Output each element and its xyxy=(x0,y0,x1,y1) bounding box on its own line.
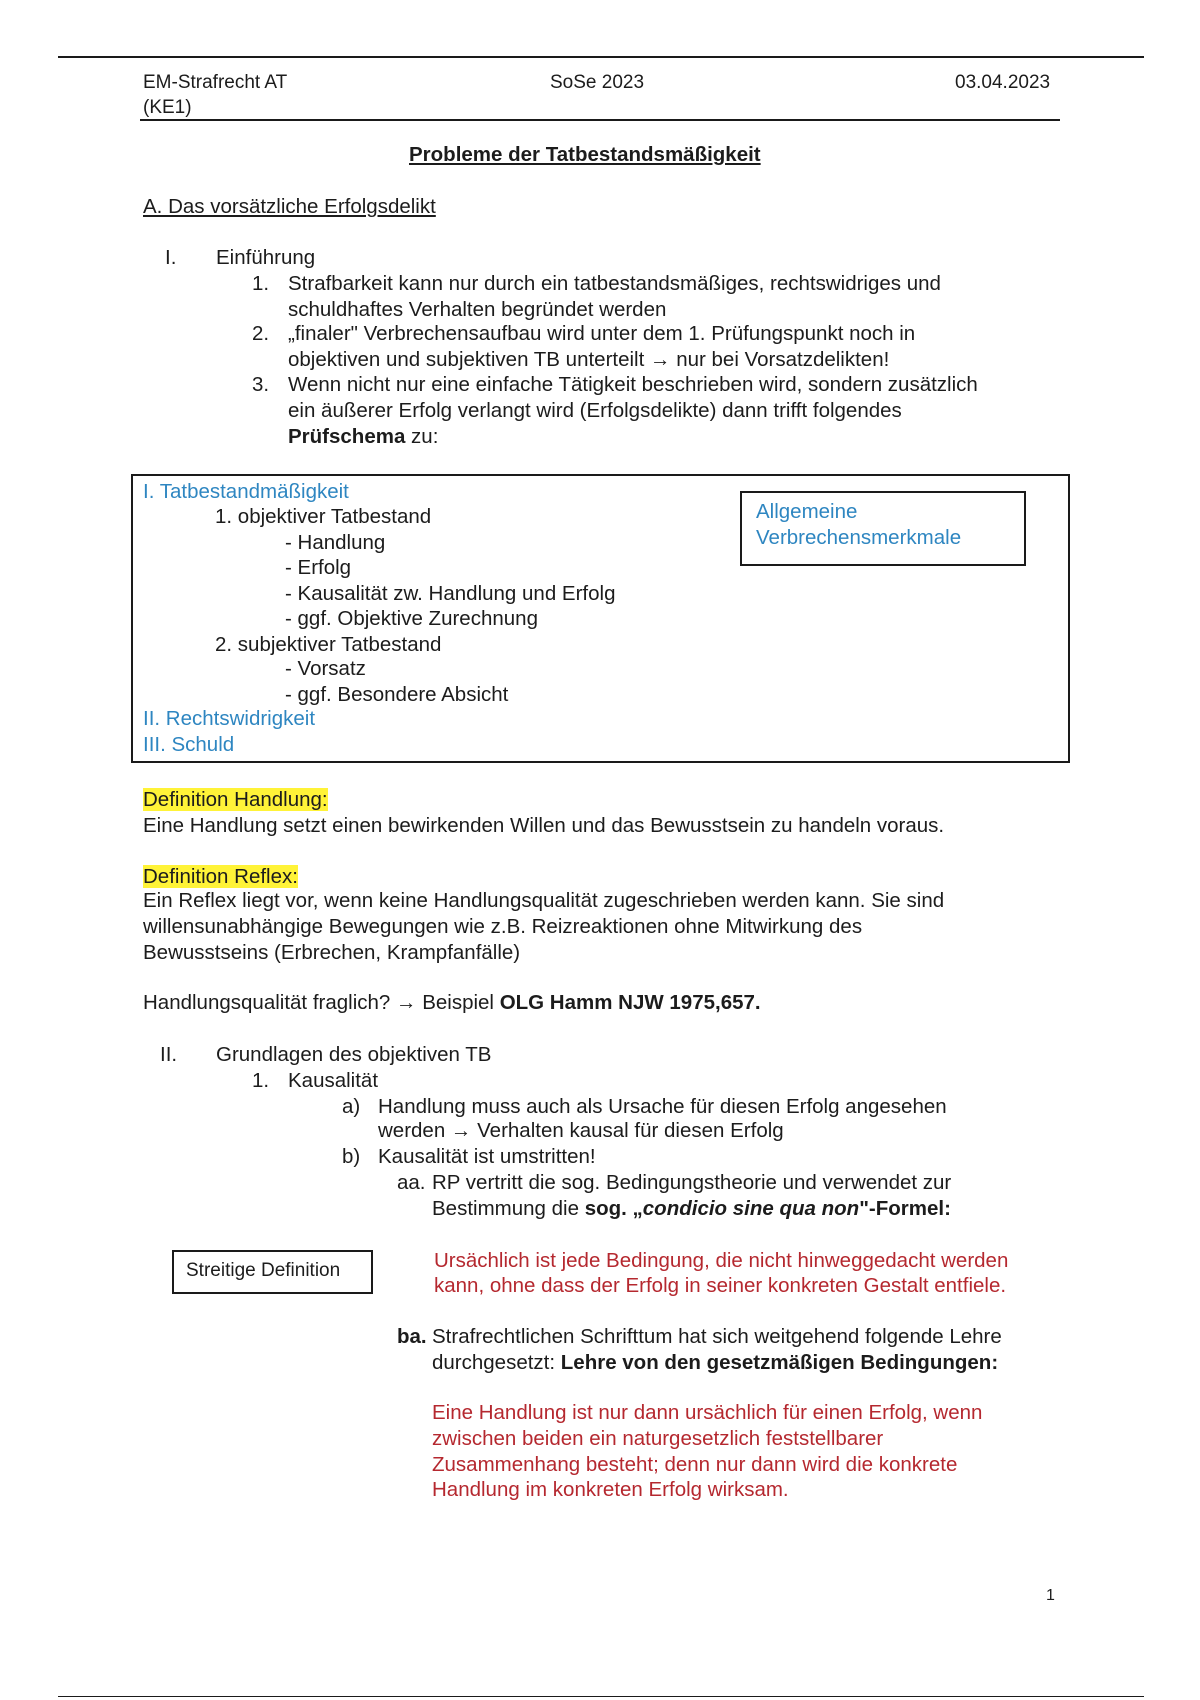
part1-item1-number: 1. xyxy=(252,272,270,295)
csqn-formula: condicio sine qua non xyxy=(642,1197,860,1220)
schema-subj-vorsatz: - Vorsatz xyxy=(285,657,366,680)
header-rule xyxy=(140,119,1060,121)
part1-item1-line1: Strafbarkeit kann nur durch ein tatbestandsmäßiges, rechtswidriges und xyxy=(288,272,941,295)
point-ba-line2 xyxy=(432,1350,998,1376)
definition-handlung-label xyxy=(143,787,328,813)
schema-schuld: III. Schuld xyxy=(143,733,235,756)
definition-reflex-line1: Ein Reflex liegt vor, wenn keine Handlungsqualität zugeschrieben werden kann. Sie sind xyxy=(143,889,945,912)
definition-reflex-label xyxy=(143,864,298,890)
part1-number: I. xyxy=(165,246,177,269)
part1-heading: Einführung xyxy=(216,246,316,269)
lehre-definition-line3: Zusammenhang besteht; denn nur dann wird die konkrete xyxy=(432,1453,958,1476)
part1-item3-number: 3. xyxy=(252,373,270,396)
csqn-definition-line2: kann, ohne dass der Erfolg in seiner konkreten Gestalt entfiele. xyxy=(434,1274,1007,1297)
schema-obj-zurechnung: - ggf. Objektive Zurechnung xyxy=(285,607,538,630)
top-page-rule xyxy=(58,56,1144,58)
definition-reflex-line3: Bewusstseins (Erbrechen, Krampfanfälle) xyxy=(143,941,521,964)
part1-item3-line2: ein äußerer Erfolg verlangt wird (Erfolgsdelikte) dann trifft folgendes xyxy=(288,399,902,422)
page-title: Probleme der Tatbestandsmäßigkeit xyxy=(409,143,761,166)
kausalitaet-number: 1. xyxy=(252,1069,270,1092)
definition-reflex-highlight: Definition Reflex: xyxy=(143,865,298,888)
part1-item3-line1: Wenn nicht nur eine einfache Tätigkeit beschrieben wird, sondern zusätzlich xyxy=(288,373,978,396)
header-course-code: (KE1) xyxy=(143,97,192,118)
point-b-text: Kausalität ist umstritten! xyxy=(378,1145,596,1168)
point-aa-line1: RP vertritt die sog. Bedingungstheorie und verwendet zur xyxy=(432,1171,952,1194)
verbrechensmerkmale-line1: Allgemeine xyxy=(756,500,858,523)
header-date: 03.04.2023 xyxy=(955,72,1051,93)
header-semester: SoSe 2023 xyxy=(550,72,645,93)
pruefschema-tail: zu: xyxy=(405,425,439,448)
part1-item2-line2: objektiven und subjektiven TB unterteilt → nur bei Vorsatzdelikten! xyxy=(288,348,890,371)
handlungsqualitaet-citation: OLG Hamm NJW 1975,657. xyxy=(499,991,761,1014)
schema-obj-kausalitaet: - Kausalität zw. Handlung und Erfolg xyxy=(285,582,616,605)
schema-objektiver-tatbestand: 1. objektiver Tatbestand xyxy=(215,505,432,528)
part1-item2-line1: „finaler" Verbrechensaufbau wird unter dem 1. Prüfungspunkt noch in xyxy=(288,322,916,345)
definition-handlung-text: Eine Handlung setzt einen bewirkenden Willen und das Bewusstsein zu handeln voraus. xyxy=(143,814,945,837)
point-a-line2: werden → Verhalten kausal für diesen Erfolg xyxy=(378,1119,784,1142)
point-aa-number: aa. xyxy=(397,1171,426,1194)
handlungsqualitaet-text: Handlungsqualität fraglich? → Beispiel xyxy=(143,991,500,1014)
definition-reflex-line2: willensunabhängige Bewegungen wie z.B. Reizreaktionen ohne Mitwirkung des xyxy=(143,915,863,938)
ba-line2-pre: durchgesetzt: xyxy=(432,1351,561,1374)
streitige-definition-label: Streitige Definition xyxy=(186,1260,341,1281)
part1-item1-line2: schuldhaftes Verhalten begründet werden xyxy=(288,298,667,321)
verbrechensmerkmale-line2: Verbrechensmerkmale xyxy=(756,526,962,549)
handlungsqualitaet-line xyxy=(143,990,761,1016)
lehre-definition-line4: Handlung im konkreten Erfolg wirksam. xyxy=(432,1478,789,1501)
schema-obj-handlung: - Handlung xyxy=(285,531,386,554)
header-course: EM-Strafrecht AT xyxy=(143,72,288,93)
pruefschema-term: Prüfschema xyxy=(288,425,406,448)
part2-heading: Grundlagen des objektiven TB xyxy=(216,1043,492,1066)
lehre-definition-line1: Eine Handlung ist nur dann ursächlich für einen Erfolg, wenn xyxy=(432,1401,983,1424)
aa-line2-pre: Bestimmung die xyxy=(432,1197,585,1220)
lehre-gesetzmaessige-bedingungen: Lehre von den gesetzmäßigen Bedingungen: xyxy=(560,1351,999,1374)
schema-subjektiver-tatbestand: 2. subjektiver Tatbestand xyxy=(215,633,442,656)
part2-number: II. xyxy=(160,1043,178,1066)
schema-subj-absicht: - ggf. Besondere Absicht xyxy=(285,683,509,706)
kausalitaet-heading: Kausalität xyxy=(288,1069,379,1092)
schema-tatbestandmaessigkeit: I. Tatbestandmäßigkeit xyxy=(143,480,349,503)
page-number: 1 xyxy=(1046,1587,1055,1604)
point-a-number: a) xyxy=(342,1095,361,1118)
bottom-page-rule xyxy=(58,1696,1144,1697)
part1-item2-number: 2. xyxy=(252,322,270,345)
point-ba-line1: Strafrechtlichen Schrifttum hat sich weitgehend folgende Lehre xyxy=(432,1325,1002,1348)
schema-rechtswidrigkeit: II. Rechtswidrigkeit xyxy=(143,707,316,730)
csqn-definition-line1: Ursächlich ist jede Bedingung, die nicht hinweggedacht werden xyxy=(434,1249,1009,1272)
aa-line2-bold1: sog. „ xyxy=(584,1197,643,1220)
point-a-line1: Handlung muss auch als Ursache für diesen Erfolg angesehen xyxy=(378,1095,947,1118)
point-ba-number: ba. xyxy=(397,1325,427,1348)
lehre-definition-line2: zwischen beiden ein naturgesetzlich feststellbarer xyxy=(432,1427,884,1450)
schema-obj-erfolg: - Erfolg xyxy=(285,556,352,579)
aa-line2-bold2: "-Formel: xyxy=(859,1197,951,1220)
definition-handlung-highlight: Definition Handlung: xyxy=(143,788,328,811)
part1-item3-line3 xyxy=(288,424,438,450)
section-a-heading: A. Das vorsätzliche Erfolgsdelikt xyxy=(143,195,436,218)
point-aa-line2 xyxy=(432,1196,951,1222)
point-b-number: b) xyxy=(342,1145,361,1168)
